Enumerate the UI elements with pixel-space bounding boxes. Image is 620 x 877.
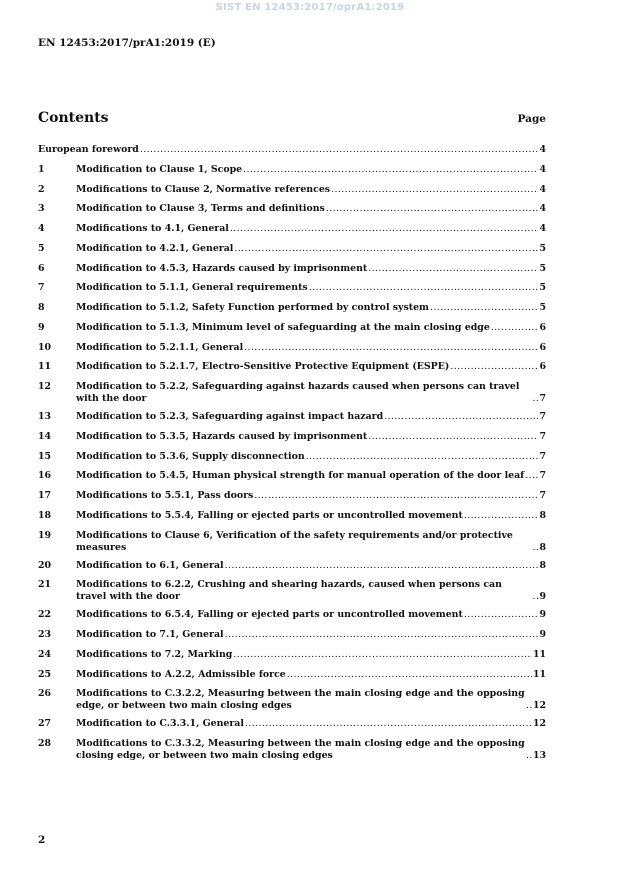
toc-entry-page: 7	[539, 430, 546, 442]
toc-entry[interactable]	[38, 470, 546, 482]
toc-entry-title: Modification to 5.3.6, Supply disconnection	[76, 450, 305, 462]
toc-entry-number: 17	[38, 490, 52, 501]
toc-entry-number: 5	[38, 242, 45, 254]
toc-entry-page: 13	[532, 750, 546, 761]
toc-entry-page: 8	[539, 541, 546, 553]
dot-leader	[230, 223, 539, 235]
toc-entry-title: Modifications to 4.1, General	[76, 223, 229, 234]
toc-entry-page: 6	[539, 321, 546, 333]
toc-entry-number: 22	[38, 609, 52, 621]
toc-entry-page: 9	[539, 591, 546, 603]
contents-heading: Contents	[38, 110, 109, 126]
dot-leader	[526, 700, 532, 712]
toc-entry-title: Modification to 5.2.2, Safeguarding against hazards caused when persons can travel with the door	[76, 381, 520, 404]
toc-entry-title: Modification to 5.2.1.7, Electro-Sensitive Protective Equipment (ESPE)	[76, 361, 450, 373]
dot-leader	[368, 431, 538, 443]
toc-entry-page: 5	[539, 242, 546, 254]
toc-entry-title: Modification to Clause 1, Scope	[76, 163, 243, 175]
dot-leader	[532, 393, 538, 405]
toc-entry[interactable]	[38, 530, 546, 554]
toc-entry-title: Modification to Clause 3, Terms and definitions	[76, 203, 325, 215]
toc-entry-page: 5	[539, 282, 546, 294]
dot-leader	[464, 609, 539, 621]
document-id: EN 12453:2017/prA1:2019 (E)	[38, 37, 216, 49]
toc-entry-page: 4	[539, 144, 546, 155]
dot-leader	[525, 470, 538, 482]
dot-leader	[368, 263, 538, 275]
toc-entry-page: 7	[539, 490, 546, 501]
toc-entry[interactable]	[38, 263, 546, 275]
toc-entry-number: 9	[38, 321, 45, 333]
toc-entry[interactable]	[38, 322, 546, 334]
dot-leader	[384, 411, 538, 423]
table-of-contents	[38, 144, 546, 768]
toc-entry-title: Modification to 5.3.5, Hazards caused by imprisonment	[76, 430, 368, 442]
toc-entry-title: Modification to 5.4.5, Human physical strength for manual operation of the door leaf	[76, 470, 525, 482]
toc-entry[interactable]	[38, 164, 546, 176]
toc-entry-number: 19	[38, 529, 52, 541]
toc-entry[interactable]	[38, 688, 546, 712]
toc-entry-page: 4	[539, 203, 546, 215]
toc-entry[interactable]	[38, 609, 546, 621]
toc-entry[interactable]	[38, 649, 546, 661]
toc-entry-page: 11	[532, 648, 546, 660]
toc-entry-number: 28	[38, 738, 52, 749]
toc-entry-number: 23	[38, 629, 52, 640]
toc-entry-page: 8	[539, 509, 546, 521]
toc-entry-number: 10	[38, 341, 52, 353]
toc-entry[interactable]	[38, 451, 546, 463]
toc-entry-number: 21	[38, 579, 52, 591]
toc-entry-page: 11	[532, 668, 546, 680]
toc-entry-title: Modifications to Clause 6, Verification of the safety requirements and/or protective measures	[76, 529, 513, 553]
toc-entry-number: 8	[38, 302, 45, 313]
dot-leader	[243, 164, 538, 176]
toc-entry[interactable]	[38, 431, 546, 443]
toc-entry-title: Modifications to 5.5.4, Falling or ejected parts or uncontrolled movement	[76, 509, 463, 521]
toc-entry-number: 11	[38, 361, 52, 373]
toc-entry-page: 9	[539, 609, 546, 621]
footer-page-number: 2	[38, 834, 46, 846]
toc-entry-page: 8	[539, 559, 546, 571]
toc-entry-number: 15	[38, 450, 52, 462]
toc-entry-page: 7	[539, 450, 546, 462]
toc-entry-title: Modification to 4.2.1, General	[76, 242, 234, 254]
dot-leader	[526, 750, 532, 762]
dot-leader	[244, 342, 538, 354]
toc-entry-page: 7	[539, 470, 546, 482]
toc-entry-number: 7	[38, 282, 45, 294]
toc-entry-page: 5	[539, 302, 546, 313]
toc-entry-number: 1	[38, 163, 45, 175]
toc-entry-title: Modifications to Clause 2, Normative references	[76, 183, 331, 195]
toc-entry-number: 25	[38, 668, 52, 680]
dot-leader	[532, 542, 538, 554]
toc-entry-title: Modification to 5.1.1, General requirements	[76, 282, 308, 294]
toc-entry-page: 4	[539, 163, 546, 175]
toc-entry[interactable]	[38, 342, 546, 354]
dot-leader	[450, 361, 538, 373]
dot-leader	[140, 144, 539, 156]
toc-entry[interactable]	[38, 144, 546, 156]
toc-entry[interactable]	[38, 510, 546, 522]
toc-entry[interactable]	[38, 381, 546, 405]
dot-leader	[287, 669, 532, 681]
dot-leader	[254, 490, 538, 502]
toc-entry-number: 18	[38, 509, 52, 521]
toc-entry-number: 2	[38, 183, 45, 195]
toc-entry-number: 13	[38, 411, 52, 422]
dot-leader	[306, 451, 539, 463]
toc-entry-number: 14	[38, 430, 52, 442]
toc-entry-number: 20	[38, 559, 52, 571]
toc-entry[interactable]	[38, 411, 546, 423]
page-column-label: Page	[517, 113, 546, 125]
toc-entry-title: Modification to 5.1.2, Safety Function performed by control system	[76, 302, 429, 313]
dot-leader	[331, 184, 538, 196]
toc-entry-number: 27	[38, 718, 52, 730]
toc-entry-page: 9	[539, 629, 546, 640]
toc-entry[interactable]	[38, 302, 546, 314]
dot-leader	[309, 282, 539, 294]
dot-leader	[430, 302, 538, 314]
toc-entry-title: Modifications to 6.5.4, Falling or ejected parts or uncontrolled movement	[76, 609, 463, 621]
toc-entry-number: 12	[38, 381, 52, 392]
toc-entry-title: Modifications to 7.2, Marking	[76, 648, 233, 660]
dot-leader	[464, 510, 539, 522]
toc-entry-number: 24	[38, 648, 52, 660]
toc-entry-page: 6	[539, 361, 546, 373]
toc-entry-page: 4	[539, 223, 546, 234]
toc-entry-number: 26	[38, 688, 52, 700]
dot-leader	[491, 322, 539, 334]
toc-entry[interactable]	[38, 738, 546, 762]
toc-entry-page: 4	[539, 183, 546, 195]
toc-entry-number: 6	[38, 262, 45, 274]
toc-entry[interactable]	[38, 560, 546, 572]
toc-entry[interactable]	[38, 184, 546, 196]
toc-entry-title: Modification to 5.2.3, Safeguarding against impact hazard	[76, 411, 384, 422]
toc-entry[interactable]	[38, 629, 546, 641]
watermark: SIST EN 12453:2017/oprA1:2019	[215, 2, 405, 13]
toc-entry-title: Modification to C.3.3.1, General	[76, 718, 244, 730]
toc-entry-title: European foreword	[38, 144, 139, 155]
toc-entry-title: Modifications to 6.2.2, Crushing and shearing hazards, caused when persons can travel with the door	[76, 579, 502, 603]
toc-entry-page: 7	[539, 411, 546, 422]
dot-leader	[233, 649, 532, 661]
toc-entry-title: Modification to 6.1, General	[76, 559, 224, 571]
dot-leader	[225, 560, 539, 572]
toc-entry-number: 3	[38, 203, 45, 215]
dot-leader	[532, 591, 538, 603]
toc-entry[interactable]	[38, 669, 546, 681]
toc-entry[interactable]	[38, 223, 546, 235]
toc-entry[interactable]	[38, 203, 546, 215]
dot-leader	[326, 203, 539, 215]
toc-entry[interactable]	[38, 490, 546, 502]
toc-entry[interactable]	[38, 718, 546, 730]
toc-entry-title: Modifications to C.3.3.2, Measuring between the main closing edge and the opposing closing edge, or between two main closing edges	[76, 738, 525, 761]
toc-entry-title: Modifications to C.3.2.2, Measuring between the main closing edge and the opposing edge, or between two main closing edges	[76, 688, 525, 712]
toc-entry-title: Modifications to 5.5.1, Pass doors	[76, 490, 254, 501]
toc-entry-page: 5	[539, 262, 546, 274]
dot-leader	[234, 243, 538, 255]
toc-entry-title: Modification to 4.5.3, Hazards caused by imprisonment	[76, 262, 368, 274]
toc-entry[interactable]	[38, 243, 546, 255]
toc-entry-number: 16	[38, 470, 52, 482]
toc-entry-title: Modification to 5.2.1.1, General	[76, 341, 244, 353]
toc-entry-title: Modification to 5.1.3, Minimum level of safeguarding at the main closing edge	[76, 321, 490, 333]
toc-entry-title: Modifications to A.2.2, Admissible force	[76, 668, 286, 680]
toc-entry-number: 4	[38, 223, 45, 234]
toc-entry[interactable]	[38, 282, 546, 294]
dot-leader	[245, 718, 532, 730]
toc-entry-page: 7	[539, 393, 546, 404]
toc-entry-page: 12	[532, 718, 546, 730]
toc-entry-title: Modification to 7.1, General	[76, 629, 224, 640]
toc-entry[interactable]	[38, 361, 546, 373]
toc-entry[interactable]	[38, 579, 546, 603]
dot-leader	[225, 629, 539, 641]
toc-entry-page: 6	[539, 341, 546, 353]
toc-entry-page: 12	[532, 700, 546, 712]
